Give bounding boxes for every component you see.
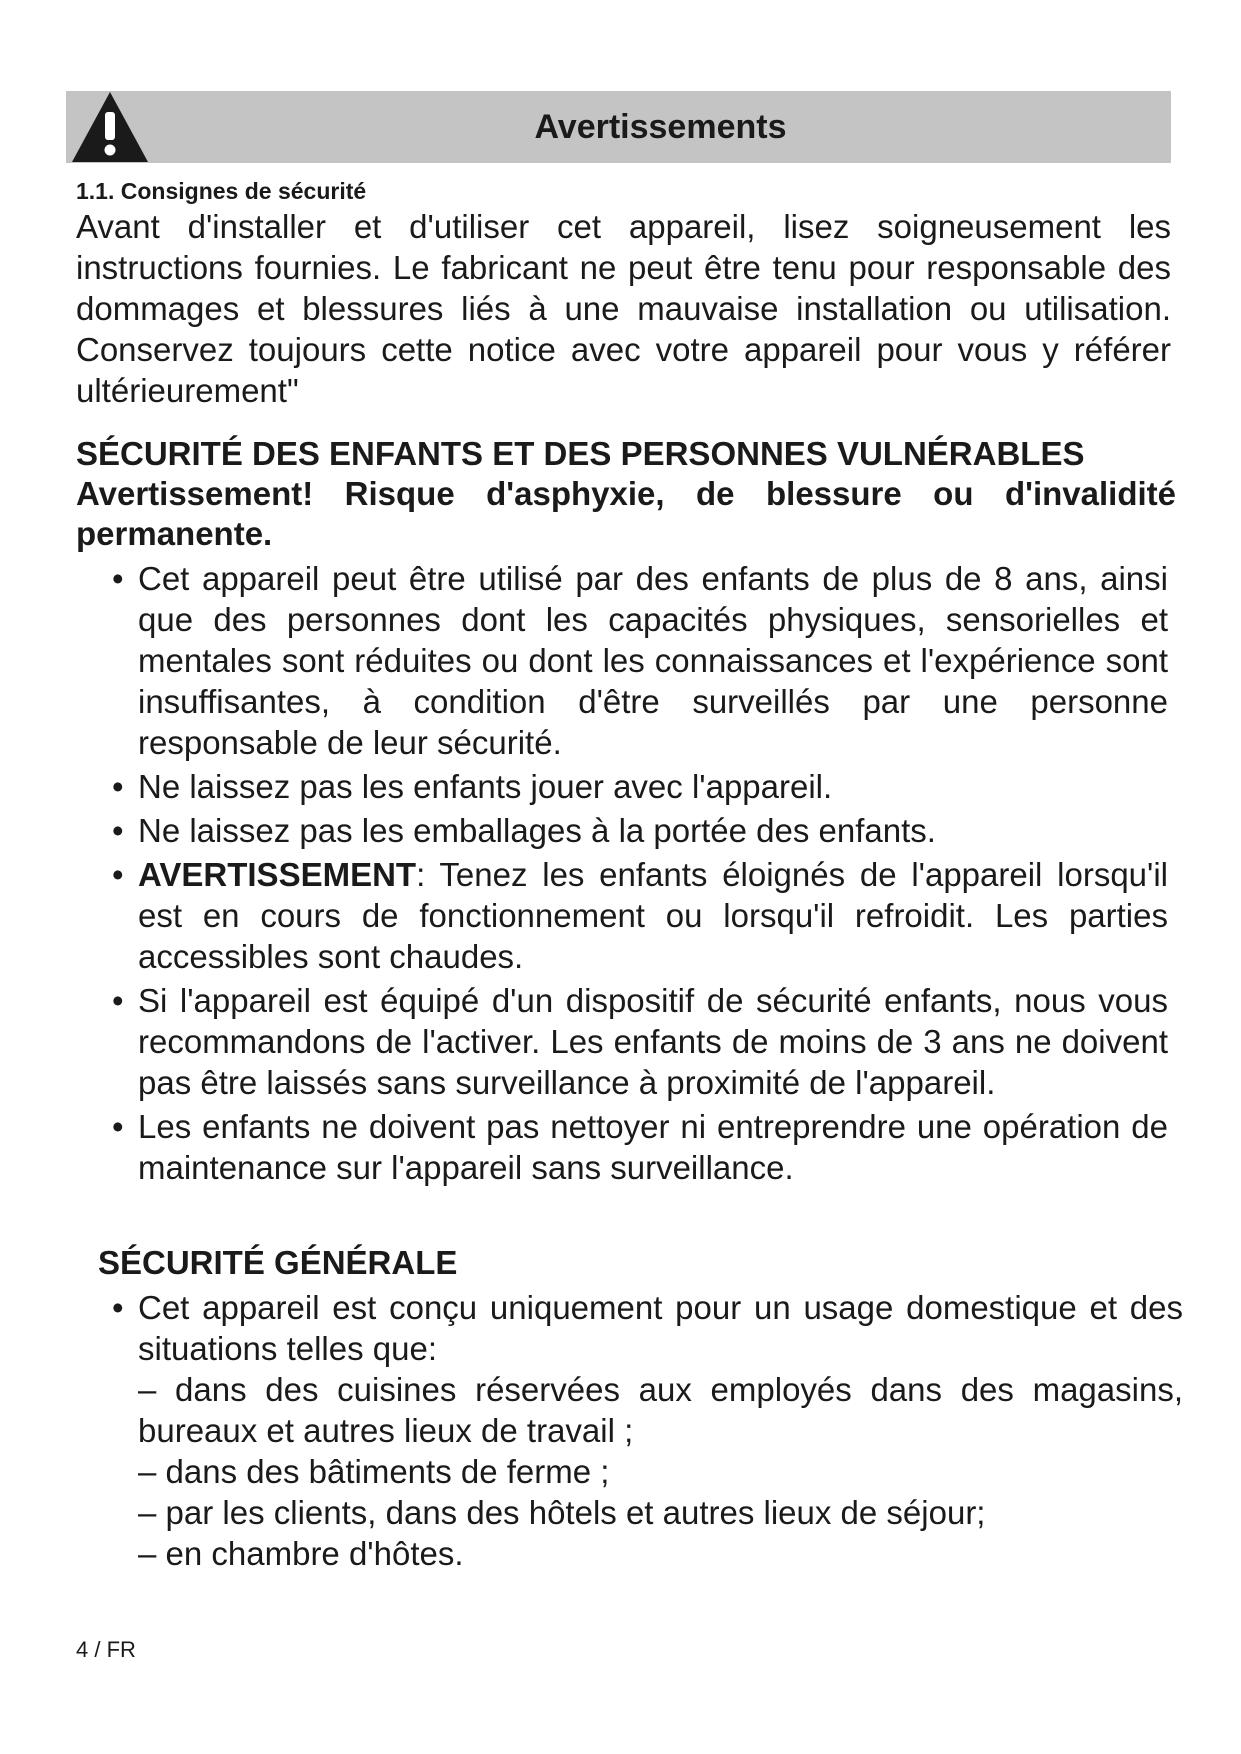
dash-item: – en chambre d'hôtes. [138, 1535, 464, 1572]
general-safety-list [98, 1287, 1183, 1574]
section-title: Avertissements [534, 107, 787, 146]
intro-paragraph: Avant d'installer et d'utiliser cet appareil, lisez soigneusement les instructions fournies. Le fabricant ne peut être tenu pour responsable des dommages et blessures liés à une mauvaise installation ou utilisation. Conservez toujours cette notice avec votre appareil pour vous y référer ultérieurement" [76, 208, 1171, 409]
bullet-icon: • [112, 856, 124, 893]
bullet-icon: • [112, 1108, 124, 1145]
child-safety-heading: SÉCURITÉ DES ENFANTS ET DES PERSONNES VULNÉRABLES [76, 435, 1085, 472]
list-item: • Les enfants ne doivent pas nettoyer ni entreprendre une opération de maintenance sur l'appareil sans surveillance. [112, 1108, 1168, 1186]
list-item: • Ne laissez pas les enfants jouer avec l'appareil. [112, 768, 833, 805]
general-safety-heading: SÉCURITÉ GÉNÉRALE [98, 1244, 458, 1281]
child-safety-section [76, 434, 1176, 1191]
list-item: • Si l'appareil est équipé d'un dispositif de sécurité enfants, nous vous recommandons de l'activer. Les enfants de moins de 3 ans ne doivent pas être laissés sans surveillance à proximité de l'appareil. [112, 982, 1168, 1101]
bullet-icon: • [112, 768, 124, 805]
warning-triangle-icon [70, 90, 150, 164]
list-item: • Cet appareil est conçu uniquement pour un usage domestique et des situations telles que: – dans des cuisines réservées aux employés dans des magasins, bureaux et autres lieux de travail ; – dans des bâtiments de ferme ; – par les clients, dans des hôtels et autres lieux de séjour; – en chambre d'hôtes. [112, 1289, 1183, 1572]
bullet-icon: • [112, 812, 124, 849]
page-number: 4 / FR [76, 1637, 136, 1662]
bullet-icon: • [112, 982, 124, 1019]
child-safety-list [76, 558, 1176, 1188]
subsection-heading: 1.1. Consignes de sécurité [76, 178, 367, 204]
dash-item: – par les clients, dans des hôtels et autres lieux de séjour; [138, 1494, 986, 1531]
avertissement-label: AVERTISSEMENT [138, 856, 417, 893]
list-item: • Ne laissez pas les emballages à la portée des enfants. [112, 812, 936, 849]
list-item: • Cet appareil peut être utilisé par des enfants de plus de 8 ans, ainsi que des personnes dont les capacités physiques, sensorielles et mentales sont réduites ou dont les connaissances et l'expérience sont insuffisantes, à condition d'être surveillés par une personne responsable de leur sécurité. [112, 560, 1168, 761]
list-item: • AVERTISSEMENT: Tenez les enfants éloignés de l'appareil lorsqu'il est en cours de fonctionnement ou lorsqu'il refroidit. Les parties accessibles sont chaudes. [112, 856, 1168, 975]
bullet-icon: • [112, 1289, 124, 1326]
bullet-icon: • [112, 560, 124, 597]
dash-item: – dans des bâtiments de ferme ; [138, 1453, 610, 1490]
dash-item: – dans des cuisines réservées aux employés dans des magasins, bureaux et autres lieux de travail ; [138, 1371, 1183, 1449]
general-safety-section [98, 1243, 1183, 1577]
asphyxia-warning: Avertissement! Risque d'asphyxie, de blessure ou d'invalidité permanente. [76, 475, 1176, 552]
